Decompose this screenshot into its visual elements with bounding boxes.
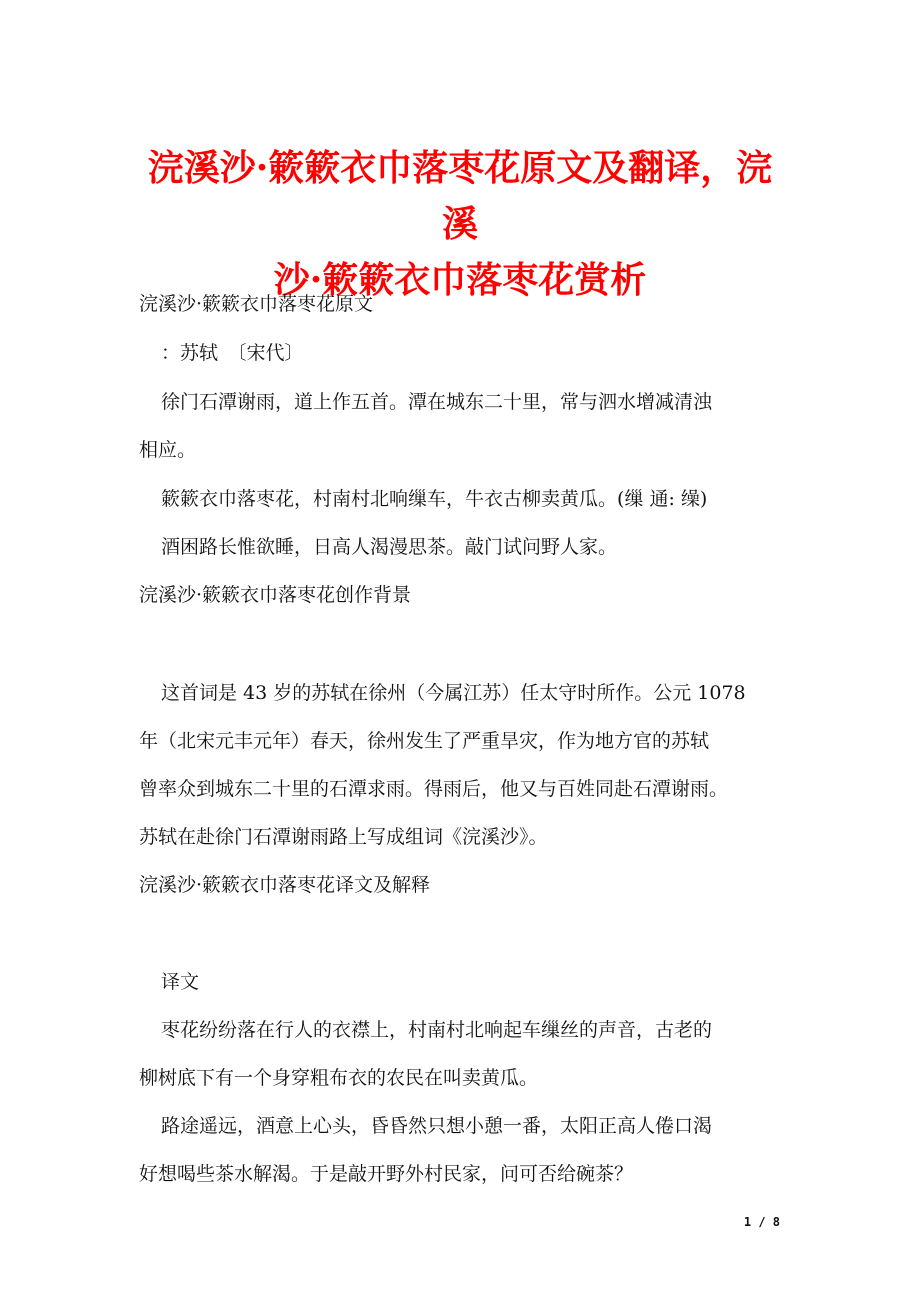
author-line: ：苏轼 〔宋代〕 (161, 342, 304, 364)
section-heading-background: 浣溪沙·簌簌衣巾落枣花创作背景 (139, 584, 412, 606)
section-heading-translation: 浣溪沙·簌簌衣巾落枣花译文及解释 (139, 874, 431, 896)
translation-p1-line-1: 枣花纷纷落在行人的衣襟上，村南村北响起车缫丝的声音，古老的 (161, 1019, 713, 1041)
verse-line-2: 酒困路长惟欲睡，日高人渴漫思茶。敲门试问野人家。 (161, 536, 618, 558)
title-line-1: 浣溪沙·簌簌衣巾落枣花原文及翻译，浣溪 (147, 147, 773, 245)
preface-line-2: 相应。 (139, 439, 197, 461)
translation-p1-line-2: 柳树底下有一个身穿粗布衣的农民在叫卖黄瓜。 (139, 1067, 539, 1089)
background-line-4: 苏轼在赴徐门石潭谢雨路上写成组词《浣溪沙》。 (139, 826, 548, 848)
translation-p2-line-1: 路途遥远，酒意上心头，昏昏然只想小憩一番，太阳正高人倦口渴 (161, 1115, 713, 1137)
background-line-3: 曾率众到城东二十里的石潭求雨。得雨后，他又与百姓同赴石潭谢雨。 (139, 778, 729, 800)
section-heading-original: 浣溪沙·簌簌衣巾落枣花原文 (139, 293, 374, 315)
page-number: 1 / 8 (743, 1215, 780, 1229)
verse-line-1: 簌簌衣巾落枣花，村南村北响缫车，牛衣古柳卖黄瓜。(缫 通: 缲) (161, 488, 708, 510)
preface-line-1: 徐门石潭谢雨，道上作五首。潭在城东二十里，常与泗水增减清浊 (161, 391, 713, 413)
title-line-2: 沙·簌簌衣巾落枣花赏析 (273, 259, 647, 301)
document-title (130, 140, 790, 308)
background-line-1: 这首词是 43 岁的苏轼在徐州（今属江苏）任太守时所作。公元 1078 (161, 682, 746, 704)
translation-p2-line-2: 好想喝些茶水解渴。于是敲开野外村民家，问可否给碗茶？ (139, 1163, 634, 1185)
background-line-2: 年（北宋元丰元年）春天，徐州发生了严重旱灾，作为地方官的苏轼 (139, 730, 710, 752)
translation-subheading: 译文 (161, 971, 200, 993)
